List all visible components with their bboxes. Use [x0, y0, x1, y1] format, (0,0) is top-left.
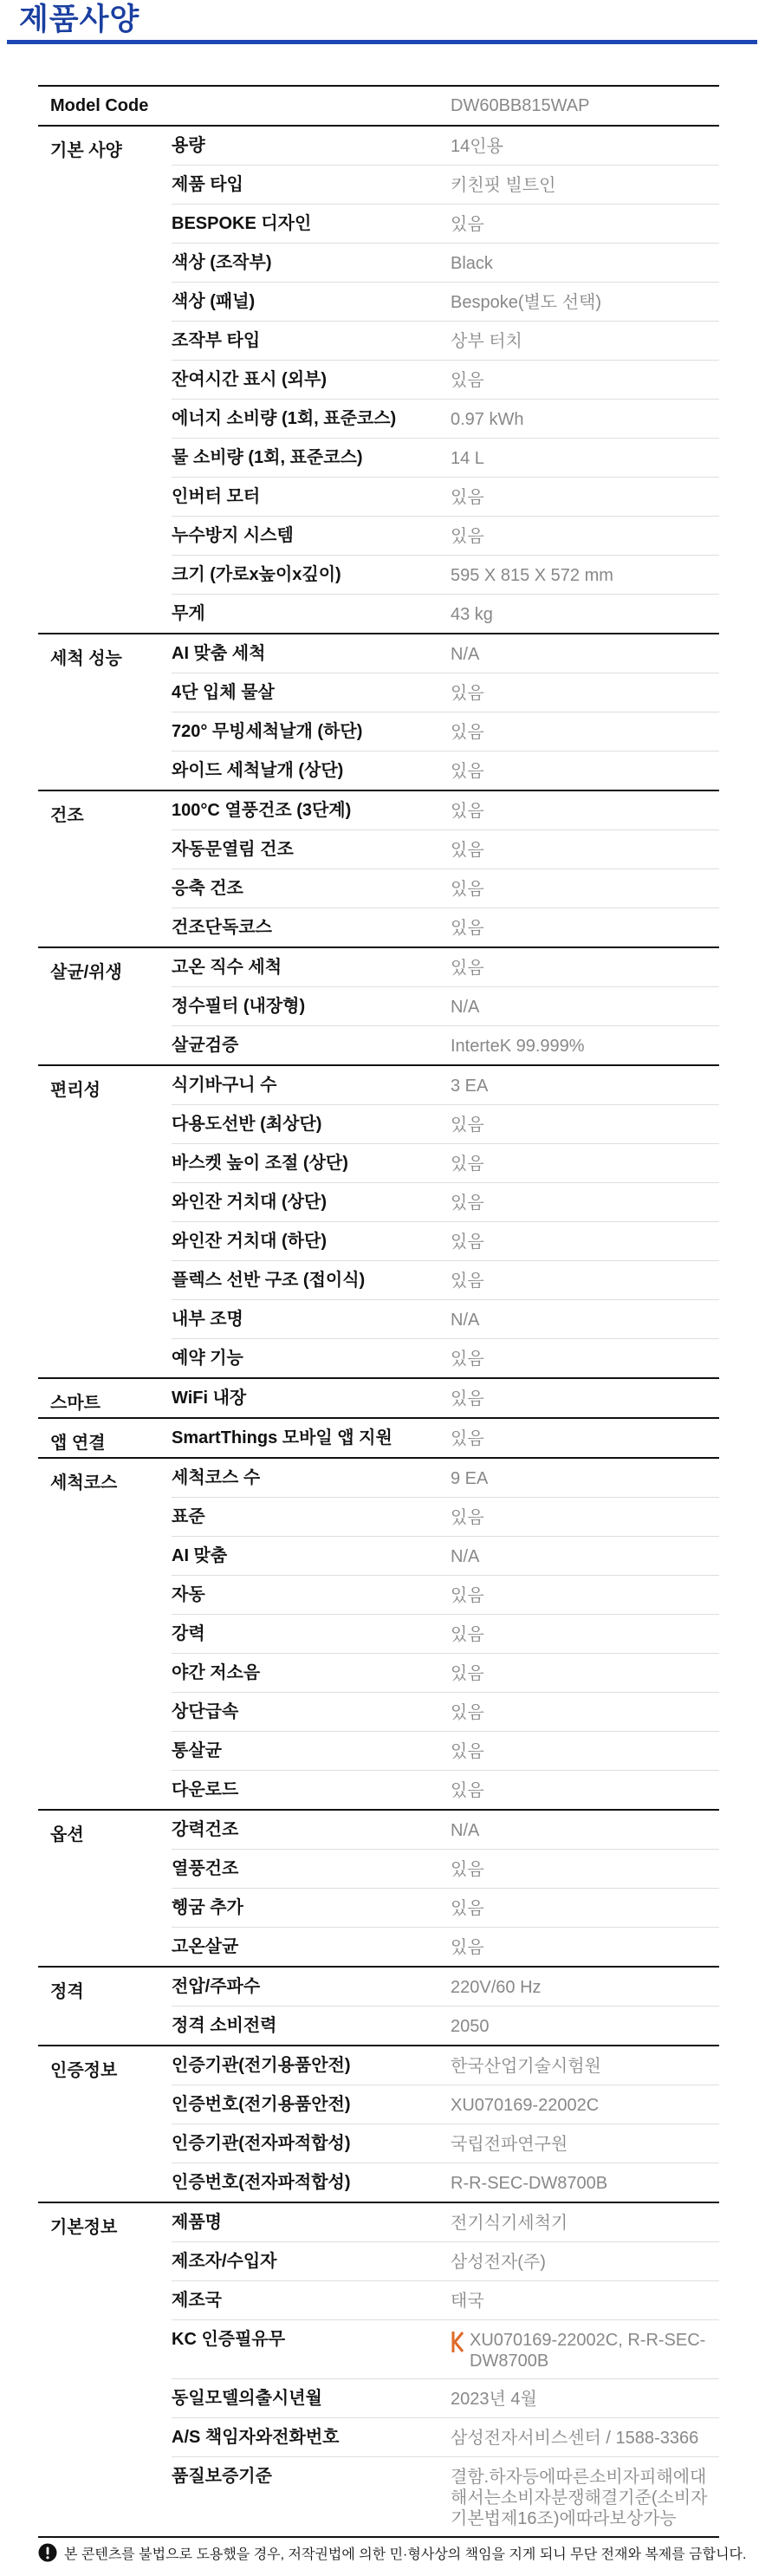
spec-value: 3 EA — [451, 1077, 489, 1096]
spec-row — [172, 1693, 719, 1732]
spec-value: 있음 — [451, 1703, 484, 1722]
spec-value: 삼성전자서비스센터 / 1588-3366 — [451, 2429, 699, 2448]
spec-value: 있음 — [451, 1781, 484, 1800]
spec-label: WiFi 내장 — [172, 1389, 247, 1408]
spec-row — [172, 1379, 719, 1417]
spec-row — [172, 1850, 719, 1889]
spec-row — [172, 2281, 719, 2320]
spec-row — [172, 987, 719, 1026]
spec-value: 14인용 — [451, 137, 503, 156]
spec-row — [172, 2124, 719, 2163]
copyright-notice-text: 본 콘텐츠를 불법으로 도용했을 경우, 저작권법에 의한 민·형사상의 책임을 지게 되니 무단 전재와 복제를 금합니다. — [64, 2547, 747, 2562]
spec-row — [172, 556, 719, 595]
spec-value: 2050 — [451, 2017, 490, 2036]
spec-value: 있음 — [451, 1742, 484, 1761]
spec-label: 4단 입체 물살 — [172, 683, 275, 702]
spec-label: 열풍건조 — [172, 1859, 239, 1878]
section-rows — [172, 1419, 719, 1457]
spec-value: 태국 — [451, 2292, 484, 2311]
spec-section — [38, 1457, 719, 1809]
spec-row — [172, 283, 719, 322]
spec-label: AI 맞춤 세척 — [172, 644, 266, 663]
spec-section — [38, 1377, 719, 1417]
spec-row — [172, 1300, 719, 1339]
spec-value: 결함.하자등에따른소비자피해에대해서는소비자분쟁해결기준(소비자기본법제16조)에따라보상가능 — [451, 2468, 708, 2528]
spec-value: 220V/60 Hz — [451, 1978, 542, 1997]
spec-value-kc — [451, 2320, 719, 2378]
spec-value: 있음 — [451, 1233, 484, 1252]
spec-row — [172, 712, 719, 751]
spec-value: 9 EA — [451, 1469, 489, 1488]
spec-label: 에너지 소비량 (1회, 표준코스) — [172, 409, 397, 428]
spec-value: 있음 — [451, 488, 484, 507]
spec-row — [172, 1459, 719, 1498]
section-rows — [172, 1811, 719, 1966]
spec-label: 표준 — [172, 1507, 205, 1526]
spec-label: 정격 소비전력 — [172, 2016, 277, 2035]
spec-value: 있음 — [451, 1938, 484, 1957]
title-rule — [7, 40, 757, 44]
spec-label: 인증기관(전자파적합성) — [172, 2134, 351, 2153]
spec-label: 크기 (가로x높이x깊이) — [172, 565, 341, 584]
spec-section — [38, 2045, 719, 2202]
spec-value: 14 L — [451, 449, 484, 468]
spec-row — [172, 1968, 719, 2007]
spec-value: 있음 — [451, 1625, 484, 1644]
spec-label: 인증번호(전기용품안전) — [172, 2095, 351, 2114]
spec-label: 전압/주파수 — [172, 1977, 261, 1996]
spec-value: 삼성전자(주) — [451, 2253, 546, 2272]
spec-value: 키친핏 빌트인 — [451, 176, 556, 195]
spec-label: 강력 — [172, 1624, 205, 1643]
spec-value: 있음 — [451, 1194, 484, 1213]
spec-row — [172, 439, 719, 478]
spec-label: 제품 타입 — [172, 175, 243, 194]
spec-label: 제조자/수입자 — [172, 2252, 277, 2271]
spec-value: 전기식기세척기 — [451, 2214, 568, 2233]
section-category: 정격 — [50, 1982, 84, 2001]
section-rows — [172, 2203, 719, 2536]
spec-label: 상단급속 — [172, 1702, 239, 1721]
spec-row — [172, 1654, 719, 1693]
spec-label: 다용도선반 (최상단) — [172, 1115, 322, 1134]
spec-row — [172, 1576, 719, 1615]
spec-row — [172, 2242, 719, 2281]
spec-value: 상부 터치 — [451, 332, 522, 351]
spec-value: N/A — [451, 1311, 480, 1330]
spec-row — [172, 791, 719, 830]
spec-row — [172, 595, 719, 633]
spec-value: R-R-SEC-DW8700B — [451, 2174, 608, 2193]
spec-label: SmartThings 모바일 앱 지원 — [172, 1428, 392, 1447]
spec-row — [172, 1339, 719, 1377]
spec-row — [172, 1261, 719, 1300]
section-rows — [172, 2046, 719, 2202]
table-end-rule — [38, 2536, 719, 2538]
spec-label: 조작부 타입 — [172, 331, 261, 350]
sections-container — [38, 125, 719, 2536]
section-rows — [172, 634, 719, 790]
model-code-row — [38, 85, 719, 125]
spec-label: 바스켓 높이 조절 (상단) — [172, 1154, 348, 1173]
spec-row — [172, 1771, 719, 1809]
model-code-value: DW60BB815WAP — [451, 96, 590, 115]
spec-value: 있음 — [451, 919, 484, 938]
section-rows — [172, 127, 719, 633]
spec-row — [172, 2085, 719, 2124]
spec-value: XU070169-22002C — [451, 2096, 600, 2115]
spec-value: 있음 — [451, 762, 484, 781]
copyright-notice — [38, 2540, 747, 2566]
spec-value: 있음 — [451, 880, 484, 899]
spec-value: 있음 — [451, 1429, 484, 1448]
spec-value: 있음 — [451, 684, 484, 703]
spec-value: 있음 — [451, 1116, 484, 1135]
spec-row — [172, 205, 719, 244]
spec-row — [172, 751, 719, 790]
spec-label: 인증번호(전자파적합성) — [172, 2173, 351, 2192]
spec-row — [172, 1419, 719, 1457]
spec-label: 건조단독코스 — [172, 918, 272, 937]
spec-value: 있음 — [451, 1508, 484, 1527]
section-rows — [172, 1066, 719, 1377]
spec-section — [38, 790, 719, 946]
spec-section — [38, 1809, 719, 1966]
spec-label: BESPOKE 디자인 — [172, 214, 312, 233]
spec-row — [172, 1183, 719, 1222]
spec-label: 품질보증기준 — [172, 2467, 272, 2486]
spec-value: 있음 — [451, 1272, 484, 1291]
spec-value: 있음 — [451, 959, 484, 978]
spec-row — [172, 1498, 719, 1537]
spec-row — [172, 517, 719, 556]
spec-label: 응축 건조 — [172, 879, 243, 898]
spec-value: 있음 — [451, 802, 484, 821]
spec-label: 플렉스 선반 구조 (접이식) — [172, 1271, 366, 1290]
spec-label: 세척코스 수 — [172, 1468, 261, 1487]
spec-value: 595 X 815 X 572 mm — [451, 566, 613, 585]
spec-label: 다운로드 — [172, 1780, 239, 1799]
page-header — [0, 0, 759, 47]
spec-label: 색상 (패널) — [172, 292, 256, 311]
spec-value: N/A — [451, 998, 480, 1017]
spec-row — [172, 2418, 719, 2457]
spec-label: 와인잔 거치대 (하단) — [172, 1232, 327, 1251]
spec-row — [172, 400, 719, 439]
spec-label: 무게 — [172, 604, 205, 623]
spec-section — [38, 2202, 719, 2536]
section-category: 세척 성능 — [50, 649, 122, 668]
spec-value: 있음 — [451, 371, 484, 390]
section-category: 앱 연결 — [50, 1434, 106, 1453]
section-category: 편리성 — [50, 1081, 101, 1100]
spec-row — [172, 634, 719, 673]
section-rows — [172, 791, 719, 946]
section-category: 인증정보 — [50, 2061, 118, 2080]
spec-table — [38, 85, 719, 2538]
spec-label: 야간 저소음 — [172, 1663, 261, 1682]
spec-label: 정수필터 (내장형) — [172, 997, 306, 1016]
spec-value: InterteK 99.999% — [451, 1037, 585, 1056]
spec-row — [172, 2457, 719, 2536]
spec-row — [172, 1889, 719, 1928]
spec-value: N/A — [451, 645, 480, 664]
spec-label: 동일모델의출시년월 — [172, 2389, 322, 2408]
section-category: 살균/위생 — [50, 963, 122, 982]
spec-label: 와이드 세척날개 (상단) — [172, 761, 344, 780]
spec-value: N/A — [451, 1547, 480, 1566]
spec-row — [172, 1222, 719, 1261]
spec-label: 자동 — [172, 1585, 205, 1604]
section-category: 세척코스 — [50, 1473, 118, 1493]
spec-row — [172, 2203, 719, 2242]
spec-label: 내부 조명 — [172, 1310, 243, 1329]
spec-row — [172, 127, 719, 166]
spec-row — [172, 2320, 719, 2379]
section-category: 스마트 — [50, 1394, 101, 1413]
spec-value: 있음 — [451, 1860, 484, 1879]
spec-value: 있음 — [451, 1586, 484, 1605]
section-category: 기본정보 — [50, 2218, 118, 2237]
spec-label: 물 소비량 (1회, 표준코스) — [172, 448, 363, 467]
spec-label: 예약 기능 — [172, 1349, 243, 1368]
spec-section — [38, 1966, 719, 2045]
section-rows — [172, 1459, 719, 1809]
spec-row — [172, 478, 719, 517]
spec-row — [172, 908, 719, 946]
spec-row — [172, 2163, 719, 2202]
spec-label: 100°C 열풍건조 (3단계) — [172, 801, 352, 820]
spec-value: 있음 — [451, 527, 484, 546]
spec-row — [172, 1026, 719, 1064]
spec-value: 국립전파연구원 — [451, 2135, 568, 2154]
spec-label: 720° 무빙세척날개 (하단) — [172, 722, 363, 741]
spec-label: 제조국 — [172, 2291, 222, 2310]
spec-value: N/A — [451, 1821, 480, 1840]
section-category: 기본 사양 — [50, 141, 122, 160]
spec-row — [172, 948, 719, 987]
kc-wrap — [451, 2330, 712, 2371]
spec-value: 2023년 4월 — [451, 2390, 537, 2409]
spec-label: 통살균 — [172, 1741, 222, 1760]
spec-label: 색상 (조작부) — [172, 253, 272, 272]
spec-row — [172, 2379, 719, 2418]
section-rows — [172, 948, 719, 1064]
spec-value: 있음 — [451, 1664, 484, 1683]
spec-row — [172, 1732, 719, 1771]
spec-row — [172, 1105, 719, 1144]
spec-value: Black — [451, 254, 493, 273]
spec-label: 살균검증 — [172, 1036, 239, 1055]
spec-row — [172, 322, 719, 361]
spec-value: 있음 — [451, 1899, 484, 1918]
spec-label: 용량 — [172, 136, 205, 155]
spec-row — [172, 1811, 719, 1850]
spec-section — [38, 946, 719, 1064]
spec-label: 잔여시간 표시 (외부) — [172, 370, 327, 389]
spec-value: 있음 — [451, 1389, 484, 1408]
spec-label: 헹굼 추가 — [172, 1898, 243, 1917]
section-category: 건조 — [50, 806, 84, 825]
spec-label: 강력건조 — [172, 1820, 239, 1839]
page-title: 제품사양 — [19, 3, 140, 36]
spec-label: AI 맞춤 — [172, 1546, 228, 1565]
spec-row — [172, 166, 719, 205]
spec-value: 한국산업기술시험원 — [451, 2057, 601, 2076]
section-rows — [172, 1968, 719, 2045]
section-rows — [172, 1379, 719, 1417]
spec-section — [38, 633, 719, 790]
spec-value: 있음 — [451, 1350, 484, 1369]
spec-value: 43 kg — [451, 605, 493, 624]
spec-value: XU070169-22002C, R-R-SEC-DW8700B — [470, 2331, 706, 2371]
section-category: 옵션 — [50, 1825, 84, 1844]
spec-row — [172, 1928, 719, 1966]
spec-label: 식기바구니 수 — [172, 1076, 277, 1095]
spec-label: 고온 직수 세척 — [172, 958, 282, 977]
spec-value: 있음 — [451, 215, 484, 234]
spec-row — [172, 830, 719, 869]
spec-label: A/S 책임자와전화번호 — [172, 2428, 340, 2447]
spec-section — [38, 1417, 719, 1457]
spec-row — [172, 244, 719, 283]
spec-row — [172, 1144, 719, 1183]
spec-label: 누수방지 시스템 — [172, 526, 294, 545]
spec-label: 인증기관(전기용품안전) — [172, 2056, 351, 2075]
spec-value: 있음 — [451, 1155, 484, 1174]
spec-row — [172, 869, 719, 908]
model-code-label: Model Code — [50, 96, 149, 115]
kc-mark-icon — [451, 2330, 464, 2354]
spec-value: Bespoke(별도 선택) — [451, 293, 601, 312]
spec-label: 제품명 — [172, 2213, 222, 2232]
spec-value: 있음 — [451, 841, 484, 860]
spec-value: 있음 — [451, 723, 484, 742]
spec-label: 인버터 모터 — [172, 487, 261, 506]
spec-row — [172, 1615, 719, 1654]
spec-label: KC 인증필유무 — [172, 2330, 286, 2349]
exclamation-icon — [38, 2543, 57, 2562]
spec-row — [172, 361, 719, 400]
spec-section — [38, 125, 719, 633]
spec-value: 0.97 kWh — [451, 410, 524, 429]
spec-label: 와인잔 거치대 (상단) — [172, 1193, 327, 1212]
spec-label: 고온살균 — [172, 1937, 239, 1956]
spec-row — [172, 1537, 719, 1576]
spec-row — [172, 2007, 719, 2045]
spec-label: 자동문열림 건조 — [172, 840, 294, 859]
spec-row — [172, 1066, 719, 1105]
spec-row — [172, 673, 719, 712]
spec-section — [38, 1064, 719, 1377]
spec-row — [172, 2046, 719, 2085]
